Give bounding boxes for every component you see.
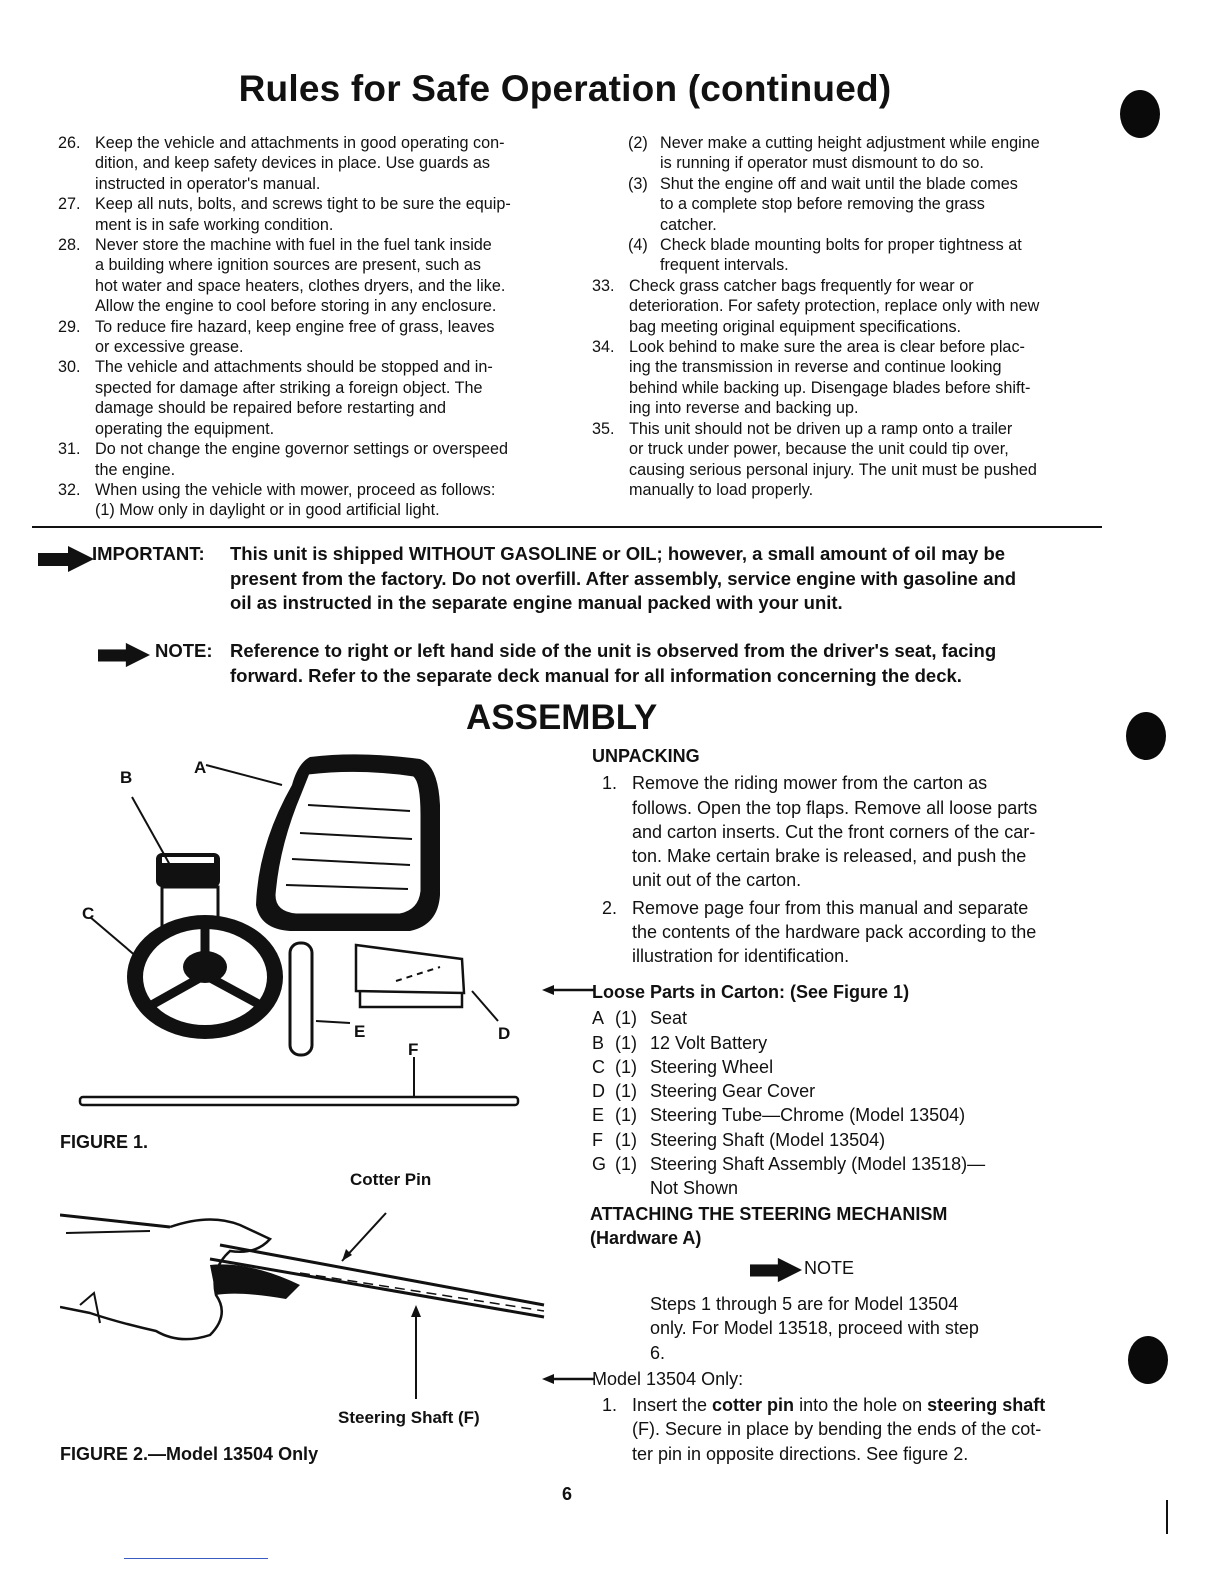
list-item	[592, 419, 1082, 501]
part-row	[592, 1031, 1092, 1055]
loose-parts-heading: Loose Parts in Carton: (See Figure 1)	[592, 982, 910, 1002]
figure-1-label-d: D	[498, 1024, 511, 1043]
part-letter: F	[592, 1129, 603, 1150]
part-row	[592, 1103, 1092, 1127]
important-label: IMPORTANT:	[92, 543, 205, 564]
attaching-note-text: Steps 1 through 5 are for Model 13504 only. For Model 13518, proceed with step 6.	[650, 1294, 979, 1363]
item-number: 27.	[58, 195, 81, 214]
binder-hole-top	[1120, 90, 1160, 138]
arrow-right-icon	[98, 642, 150, 668]
figure-1-illustration	[60, 745, 530, 1115]
note-text: Reference to right or left hand side of the unit is observed from the driver's seat, facing forward. Refer to the separate deck manual for all information concerning the deck.	[230, 640, 997, 686]
item-number: 35.	[592, 419, 615, 438]
item-number: 32.	[58, 480, 81, 499]
part-name: Steering Shaft Assembly (Model 13518)—	[650, 1154, 986, 1175]
page-number: 6	[562, 1484, 573, 1504]
item-number: 31.	[58, 440, 81, 459]
binder-hole-bottom	[1128, 1336, 1168, 1384]
part-letter: C	[592, 1056, 605, 1077]
item-text: Check grass catcher bags frequently for wear or deterioration. For safety protection, replace only with new bag meeting original equipment specifications.	[629, 276, 1040, 336]
figure-2-caption: FIGURE 2.—Model 13504 Only	[60, 1444, 319, 1464]
part-row	[592, 1128, 1092, 1152]
item-number: 33.	[592, 276, 615, 295]
item-text: Keep the vehicle and attachments in good operating con- dition, and keep safety devices in place. Use guards as instructed in operator's manual.	[95, 134, 505, 193]
part-qty: (1)	[615, 1008, 637, 1029]
part-qty: (1)	[615, 1129, 637, 1150]
part-qty: (1)	[615, 1154, 637, 1175]
bottom-rule	[124, 1558, 268, 1559]
part-qty: (1)	[615, 1105, 637, 1126]
part-letter: G	[592, 1154, 607, 1175]
item-number: 2.	[602, 897, 618, 918]
loose-parts	[592, 980, 1092, 1201]
part-qty: (1)	[615, 1056, 637, 1077]
item-text: Never store the machine with fuel in the fuel tank inside a building where ignition sources are present, such as hot water and space heaters, clothes dryers, and the like. Allow the engine to cool before storing in any enclosure.	[95, 236, 506, 316]
list-item	[628, 174, 1082, 235]
part-qty: (1)	[615, 1081, 637, 1102]
part-qty: (1)	[615, 1032, 637, 1053]
part-letter: E	[592, 1105, 605, 1126]
figure-1-label-f: F	[408, 1040, 419, 1059]
note-notice	[155, 639, 1115, 695]
part-name: Steering Wheel	[650, 1056, 774, 1077]
attaching-subheading: (Hardware A)	[590, 1228, 702, 1249]
list-item	[58, 480, 542, 521]
item-text: When using the vehicle with mower, proceed as follows: (1) Mow only in daylight or in good artificial light.	[95, 480, 496, 520]
list-item	[58, 235, 542, 317]
part-name: Seat	[650, 1008, 688, 1029]
unpacking-heading: UNPACKING	[592, 746, 700, 766]
arrow-right-icon	[38, 546, 94, 572]
attaching-section	[590, 1202, 1100, 1251]
list-item	[58, 133, 542, 194]
figure-2-cotter-pin-label: Cotter Pin	[350, 1170, 432, 1189]
list-item	[628, 133, 1082, 174]
item-number: 1.	[602, 773, 618, 794]
part-row	[592, 1055, 1092, 1079]
figure-1-caption: FIGURE 1.	[60, 1132, 149, 1152]
item-text: Do not change the engine governor settings or overspeed the engine.	[95, 440, 509, 479]
part-letter: B	[592, 1032, 605, 1053]
part-row	[592, 1006, 1092, 1030]
steering-wheel-illustration	[127, 915, 283, 1039]
part-row	[592, 1152, 1092, 1176]
model-13504-heading: Model 13504 Only:	[592, 1369, 744, 1389]
list-item	[58, 194, 542, 235]
item-number: 29.	[58, 317, 81, 336]
attaching-heading: ATTACHING THE STEERING MECHANISM	[590, 1204, 948, 1224]
list-item	[628, 235, 1082, 276]
item-number: 34.	[592, 338, 615, 357]
binder-hole-middle	[1126, 712, 1166, 760]
attaching-note-label: NOTE	[804, 1258, 855, 1278]
part-letter: D	[592, 1081, 605, 1102]
part-name: Steering Shaft (Model 13504)	[650, 1129, 886, 1150]
rules-left-column	[58, 133, 542, 521]
item-text: Shut the engine off and wait until the blade comes to a complete stop before removing the grass catcher.	[660, 174, 1018, 234]
item-text: Check blade mounting bolts for proper tightness at frequent intervals.	[660, 236, 1022, 275]
attaching-step-1: 1. Insert the cotter pin into the hole on steering shaft (F). Secure in place by bending the ends of the cot- ter pin in opposite directions. See figure 2.	[602, 1395, 1046, 1464]
part-name: 12 Volt Battery	[650, 1032, 768, 1053]
list-item	[58, 439, 542, 480]
item-text: Remove page four from this manual and separate the contents of the hardware pack according to the illustration for identification.	[632, 897, 1037, 967]
part-row	[592, 1079, 1092, 1103]
margin-mark	[1166, 1500, 1168, 1534]
item-number: (2)	[628, 134, 648, 152]
figure-2-steering-shaft-label: Steering Shaft (F)	[338, 1408, 480, 1427]
item-text: Remove the riding mower from the carton as follows. Open the top flaps. Remove all loose parts and carton inserts. Cut the front corners of the car- ton. Make certain brake is released, and push the unit out of the carton.	[632, 773, 1038, 891]
figure-2-illustration	[60, 1195, 550, 1405]
item-text: Never make a cutting height adjustment while engine is running if operator must dismount to do so.	[660, 134, 1040, 173]
parts-g-continued: Not Shown	[650, 1178, 739, 1199]
list-item	[58, 357, 542, 439]
item-number: (4)	[628, 236, 648, 255]
margin-arrow-icon	[542, 984, 594, 996]
important-text: This unit is shipped WITHOUT GASOLINE or OIL; however, a small amount of oil may be present from the factory. Do not overfill. After assembly, service engine with gasoline and oil as instructed in the separate engine manual packed with your unit.	[230, 543, 1017, 613]
list-item	[592, 896, 1092, 969]
assembly-heading: ASSEMBLY	[466, 698, 658, 737]
part-name: Steering Tube—Chrome (Model 13504)	[650, 1105, 966, 1126]
note-label: NOTE:	[155, 640, 213, 661]
list-item	[592, 337, 1082, 419]
hand-illustration	[60, 1215, 300, 1339]
list-item	[592, 276, 1082, 337]
rules-right-column	[592, 133, 1082, 500]
important-notice	[92, 542, 1112, 622]
assembly-right-column	[592, 744, 1092, 972]
item-text: The vehicle and attachments should be stopped and in- spected for damage after striking a foreign object. The damage should be repaired before restarting and operating the equipment.	[95, 358, 493, 438]
part-name: Steering Gear Cover	[650, 1081, 816, 1102]
item-number: 26.	[58, 134, 81, 152]
figure-1-label-b: B	[120, 768, 133, 787]
item-text: To reduce fire hazard, keep engine free of grass, leaves or excessive grease.	[95, 317, 495, 357]
list-item	[592, 771, 1092, 892]
section-divider	[32, 526, 1102, 528]
arrow-right-icon	[750, 1257, 802, 1283]
item-text: Keep all nuts, bolts, and screws tight to be sure the equip- ment is in safe working condition.	[95, 195, 511, 234]
page-title: Rules for Safe Operation (continued)	[238, 68, 892, 109]
list-item	[58, 317, 542, 358]
item-number: 30.	[58, 358, 81, 377]
parts-list	[592, 1006, 1092, 1176]
item-text: Look behind to make sure the area is clear before plac- ing the transmission in reverse and continue looking behind while backing up. Disengage blades before shift- ing into reverse and backing up.	[629, 338, 1031, 418]
part-letter: A	[592, 1008, 605, 1029]
figure-1-label-a: A	[194, 758, 207, 777]
item-number: (3)	[628, 174, 648, 193]
seat-illustration	[256, 754, 440, 931]
item-text: This unit should not be driven up a ramp onto a trailer or truck under power, because the unit could tip over, causing serious personal injury. The unit must be pushed manually to load properly.	[629, 419, 1037, 499]
item-number: 28.	[58, 236, 81, 255]
figure-1-label-e: E	[354, 1022, 366, 1041]
figure-1-label-c: C	[82, 904, 95, 923]
